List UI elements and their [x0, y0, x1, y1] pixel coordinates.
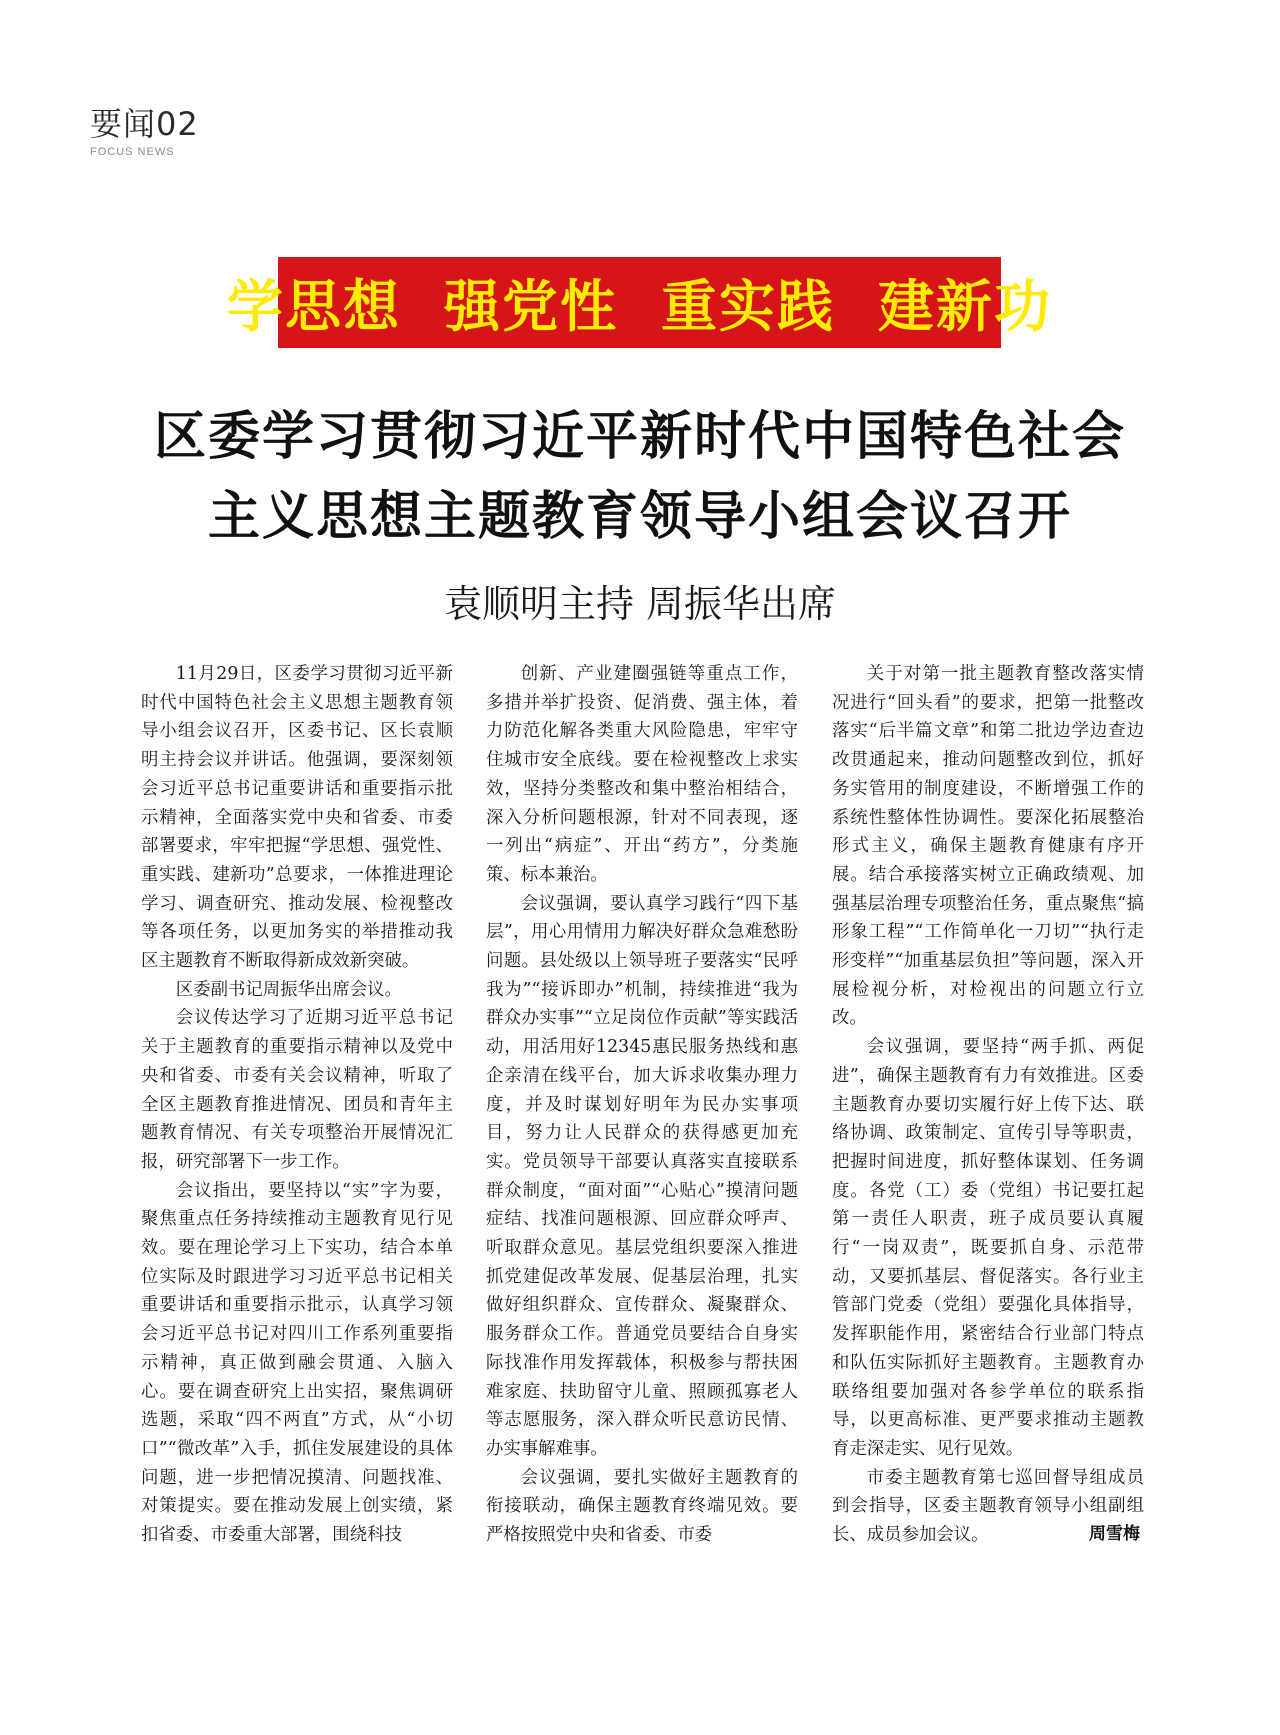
article-column-3	[832, 660, 1144, 1550]
banner-text: 学思想 强党性 重实践 建新功	[227, 273, 1052, 340]
section-title: 要闻02	[90, 105, 199, 143]
paragraph: 区委副书记周振华出席会议。	[175, 979, 402, 1000]
paragraph: 关于对第一批主题教育整改落实情况进行“回头看”的要求，把第一批整改落实“后半篇文章”和第二批边学边查边改贯通起来，推动问题整改到位，抓好务实管用的制度建设，不断增强工作的系统性整体性协调性。要深化拓展整治形式主义，确保主题教育健康有序开展。结合承接落实树立正确政绩观、加强基层治理专项整治任务，重点聚焦“搞形象工程”“工作简单化一刀切”“执行走形变样”“加重基层负担”等问题，深入开展检视分析，对检视出的问题立行立改。	[832, 664, 1144, 1029]
paragraph: 会议指出，要坚持以“实”字为要，聚焦重点任务持续推动主题教育见行见效。要在理论学习上下实功，结合本单位实际及时跟进学习习近平总书记相关重要讲话和重要指示批示，认真学习领会习近平总书记对四川工作系列重要指示精神，真正做到融会贯通、入脑入心。要在调查研究上出实招，聚焦调研选题，采取“四不两直”方式，从“小切口”“微改革”入手，抓住发展建设的具体问题，进一步把情况摸清、问题找准、对策提实。要在推动发展上创实绩，紧扣省委、市委重大部署，围绕科技	[141, 1180, 453, 1546]
article-column-1	[141, 660, 453, 1550]
theme-banner	[227, 257, 1052, 348]
paragraph: 会议传达学习了近期习近平总书记关于主题教育的重要指示精神以及党中央和省委、市委有关会议精神，听取了全区主题教育推进情况、团员和青年主题教育情况、有关专项整治开展情况汇报，研究部署下一步工作。	[141, 1008, 453, 1172]
paragraph: 会议强调，要坚持“两手抓、两促进”，确保主题教育有力有效推进。区委主题教育办要切实履行好上传下达、联络协调、政策制定、宣传引导等职责，把握时间进度，抓好整体谋划、任务调度。各党（工）委（党组）书记要扛起第一责任人职责，班子成员要认真履行“一岗双责”，既要抓自身、示范带动，又要抓基层、督促落实。各行业主管部门党委（党组）要强化具体指导，发挥职能作用，紧密结合行业部门特点和队伍实际抓好主题教育。主题教育办联络组要加强对各参学单位的联系指导，以更高标准、更严要求推动主题教育走深走实、见行见效。	[832, 1037, 1144, 1459]
paragraph: 会议强调，要扎实做好主题教育的衔接联动，确保主题教育终端见效。要严格按照党中央和省委、市委	[486, 1467, 798, 1546]
paragraph: 创新、产业建圈强链等重点工作，多措并举扩投资、促消费、强主体，着力防范化解各类重大风险隐患，牢牢守住城市安全底线。要在检视整改上求实效，坚持分类整改和集中整治相结合，深入分析问题根源，针对不同表现，逐一列出“病症”、开出“药方”，分类施策、标本兼治。	[486, 664, 798, 885]
section-header	[90, 104, 199, 158]
subheadline: 袁顺明主持 周振华出席	[443, 582, 837, 626]
article-author: 周雪梅	[1089, 1524, 1140, 1544]
headline-line-1: 区委学习贯彻习近平新时代中国特色社会	[153, 407, 1126, 467]
paragraph: 市委主题教育第七巡回督导组成员到会指导，区委主题教育领导小组副组长、成员参加会议。	[832, 1467, 1144, 1546]
paragraph: 会议强调，要认真学习践行“四下基层”，用心用情用力解决好群众急难愁盼问题。县处级以上领导班子要落实“民呼我为”“接诉即办”机制，持续推进“我为群众办实事”“立足岗位作贡献”等实践活动，用活用好12345惠民服务热线和惠企亲清在线平台，加大诉求收集办理力度，并及时谋划好明年为民办实事项目，努力让人民群众的获得感更加充实。党员领导干部要认真落实直接联系群众制度，“面对面”“心贴心”摸清问题症结、找准问题根源、回应群众呼声、听取群众意见。基层党组织要深入推进抓党建促改革发展、促基层治理，扎实做好组织群众、宣传群众、凝聚群众、服务群众工作。普通党员要结合自身实际找准作用发挥载体，积极参与帮扶困难家庭、扶助留守儿童、照顾孤寡老人等志愿服务，深入群众听民意访民情、办实事解难事。	[486, 893, 798, 1459]
headline-line-2: 主义思想主题教育领导小组会议召开	[207, 487, 1072, 547]
article-column-2	[486, 660, 798, 1550]
section-subtitle: FOCUS NEWS	[90, 146, 175, 158]
paragraph: 11月29日，区委学习贯彻习近平新时代中国特色社会主义思想主题教育领导小组会议召开，区委书记、区长袁顺明主持会议并讲话。他强调，要深刻领会习近平总书记重要讲话和重要指示批示精神，全面落实党中央和省委、市委部署要求，牢牢把握“学思想、强党性、重实践、建新功”总要求，一体推进理论学习、调查研究、推动发展、检视整改等各项任务，以更加务实的举措推动我区主题教育不断取得新成效新突破。	[141, 664, 453, 972]
